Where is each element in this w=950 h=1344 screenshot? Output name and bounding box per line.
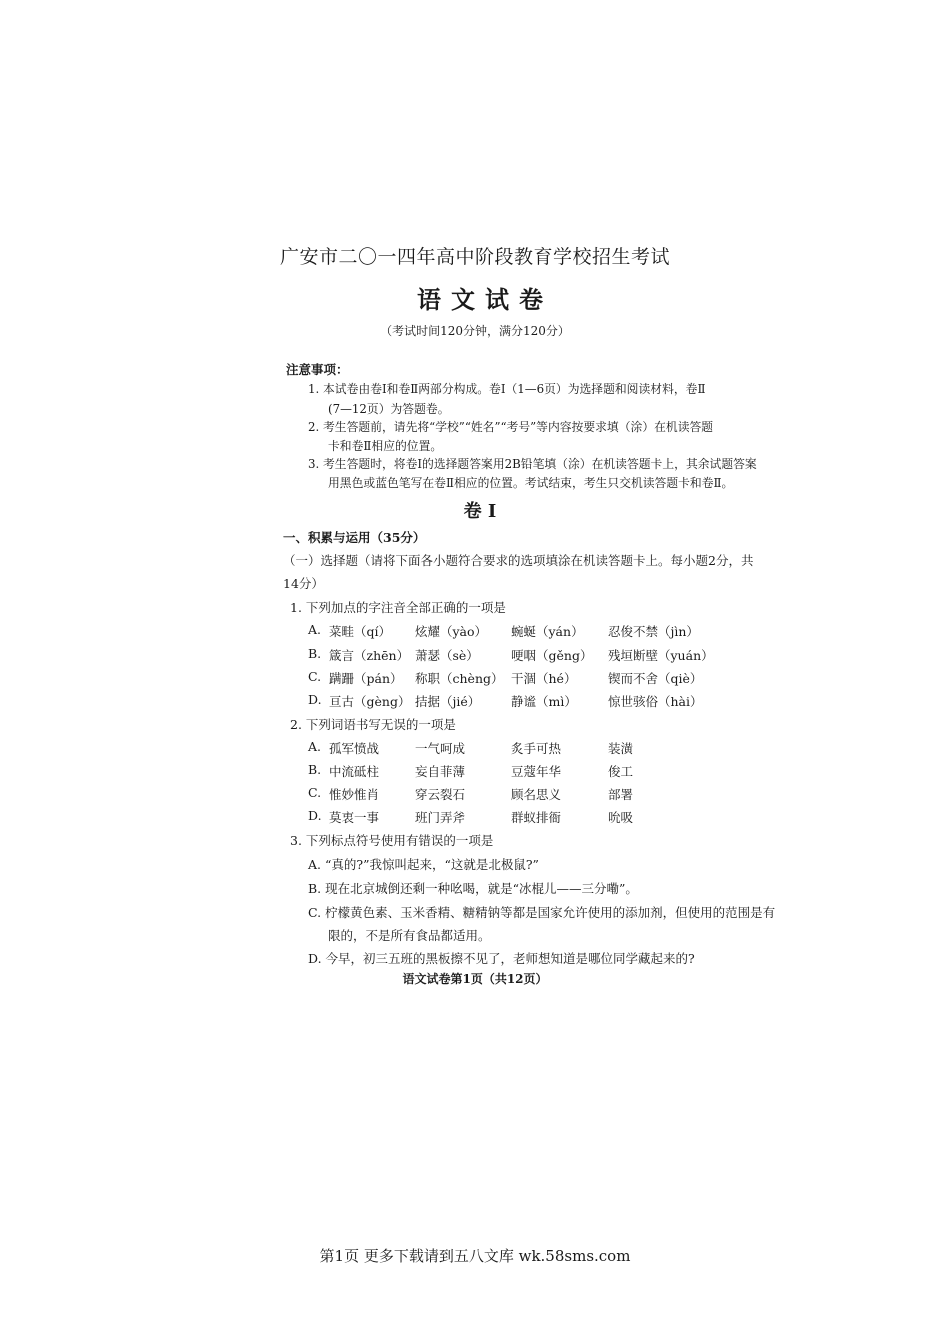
option-item: 残垣断壁（yuán） <box>608 648 714 663</box>
option-a: A. “真的?”我惊叫起来，“这就是北极鼠?” <box>308 857 539 872</box>
option-letter: C. <box>308 785 322 800</box>
option-c-cont: 限的，不是所有食品都适用。 <box>328 928 491 943</box>
option-c: C. 柠檬黄色素、玉米香精、糖精钠等都是国家允许使用的添加剂，但使用的范围是有 <box>308 905 776 920</box>
option-letter: D. <box>308 808 322 823</box>
option-item: 孤军愤战 <box>329 741 380 756</box>
note-line: 2. 考生答题前，请先将“学校”“姓名”“考号”等内容按要求填（涂）在机读答题 <box>308 420 714 434</box>
option-item: 蹒跚（pán） <box>329 671 403 686</box>
option-item: 班门弄斧 <box>415 810 466 825</box>
exam-title: 广安市二〇一四年高中阶段教育学校招生考试 <box>279 246 670 268</box>
option-item: 中流砥柱 <box>329 764 380 779</box>
note-line: 3. 考生答题时，将卷Ⅰ的选择题答案用2B铅笔填（涂）在机读答题卡上，其余试题答案 <box>308 457 757 471</box>
option-letter: B. <box>308 762 322 777</box>
option-item: 箴言（zhēn） <box>329 648 410 663</box>
option-item: 炫耀（yào） <box>415 624 488 639</box>
option-item: 称职（chèng） <box>415 671 504 686</box>
option-b: B. 现在北京城倒还剩一种吆喝，就是“冰棍儿——三分嘞”。 <box>308 881 638 896</box>
option-item: 俊工 <box>608 764 634 779</box>
part-instruction: （一）选择题（请将下面各小题符合要求的选项填涂在机读答题卡上。每小题2分，共 <box>283 553 754 568</box>
option-item: 妄自菲薄 <box>415 764 466 779</box>
option-item: 忍俊不禁（jìn） <box>608 624 699 639</box>
option-item: 哽咽（gěng） <box>511 648 593 663</box>
option-item: 吮吸 <box>608 810 634 825</box>
option-item: 装潢 <box>608 741 634 756</box>
option-item: 一气呵成 <box>415 741 466 756</box>
option-item: 惊世骇俗（hài） <box>608 694 703 709</box>
option-item: 炙手可热 <box>511 741 562 756</box>
option-letter: A. <box>308 739 322 754</box>
option-item: 亘古（gèng） <box>329 694 411 709</box>
note-line: (7—12页）为答题卷。 <box>328 402 450 416</box>
page-number: 语文试卷第1页（共12页） <box>402 972 548 986</box>
option-item: 萧瑟（sè） <box>415 648 479 663</box>
option-item: 群蚁排衙 <box>511 810 562 825</box>
option-item: 穿云裂石 <box>415 787 466 802</box>
exam-info: （考试时间120分钟，满分120分） <box>380 324 570 338</box>
section-heading: 一、积累与运用（35分） <box>283 530 426 545</box>
note-line: 卡和卷Ⅱ相应的位置。 <box>328 439 443 453</box>
question-2-stem: 2. 下列词语书写无误的一项是 <box>290 717 456 732</box>
option-item: 莫衷一事 <box>329 810 380 825</box>
option-item: 顾名思义 <box>511 787 562 802</box>
option-letter: A. <box>308 622 322 637</box>
download-footer: 第1页 更多下载请到五八文库 wk.58sms.com <box>319 1247 631 1265</box>
option-item: 豆蔻年华 <box>511 764 562 779</box>
note-line: 用黑色或蓝色笔写在卷Ⅱ相应的位置。考试结束，考生只交机读答题卡和卷Ⅱ。 <box>328 476 734 490</box>
option-item: 锲而不舍（qiè） <box>608 671 703 686</box>
option-item: 静谧（mì） <box>511 694 577 709</box>
option-item: 干涸（hé） <box>511 671 577 686</box>
option-item: 菜畦（qí） <box>329 624 391 639</box>
option-item: 蜿蜒（yán） <box>511 624 584 639</box>
volume-title: 卷 Ⅰ <box>463 501 497 522</box>
option-d: D. 今早，初三五班的黑板擦不见了，老师想知道是哪位同学藏起来的? <box>308 951 695 966</box>
option-item: 惟妙惟肖 <box>329 787 380 802</box>
note-line: 1. 本试卷由卷Ⅰ和卷Ⅱ两部分构成。卷Ⅰ（1—6页）为选择题和阅读材料，卷Ⅱ <box>308 382 706 396</box>
notes-heading: 注意事项： <box>286 362 349 377</box>
option-item: 部署 <box>608 787 634 802</box>
option-letter: B. <box>308 646 322 661</box>
question-3-stem: 3. 下列标点符号使用有错误的一项是 <box>290 833 494 848</box>
option-letter: C. <box>308 669 322 684</box>
subject-title: 语文试卷 <box>417 285 553 314</box>
question-1-stem: 1. 下列加点的字注音全部正确的一项是 <box>290 600 506 615</box>
option-letter: D. <box>308 692 322 707</box>
part-instruction-cont: 14分） <box>283 576 324 591</box>
option-item: 拮据（jié） <box>415 694 481 709</box>
